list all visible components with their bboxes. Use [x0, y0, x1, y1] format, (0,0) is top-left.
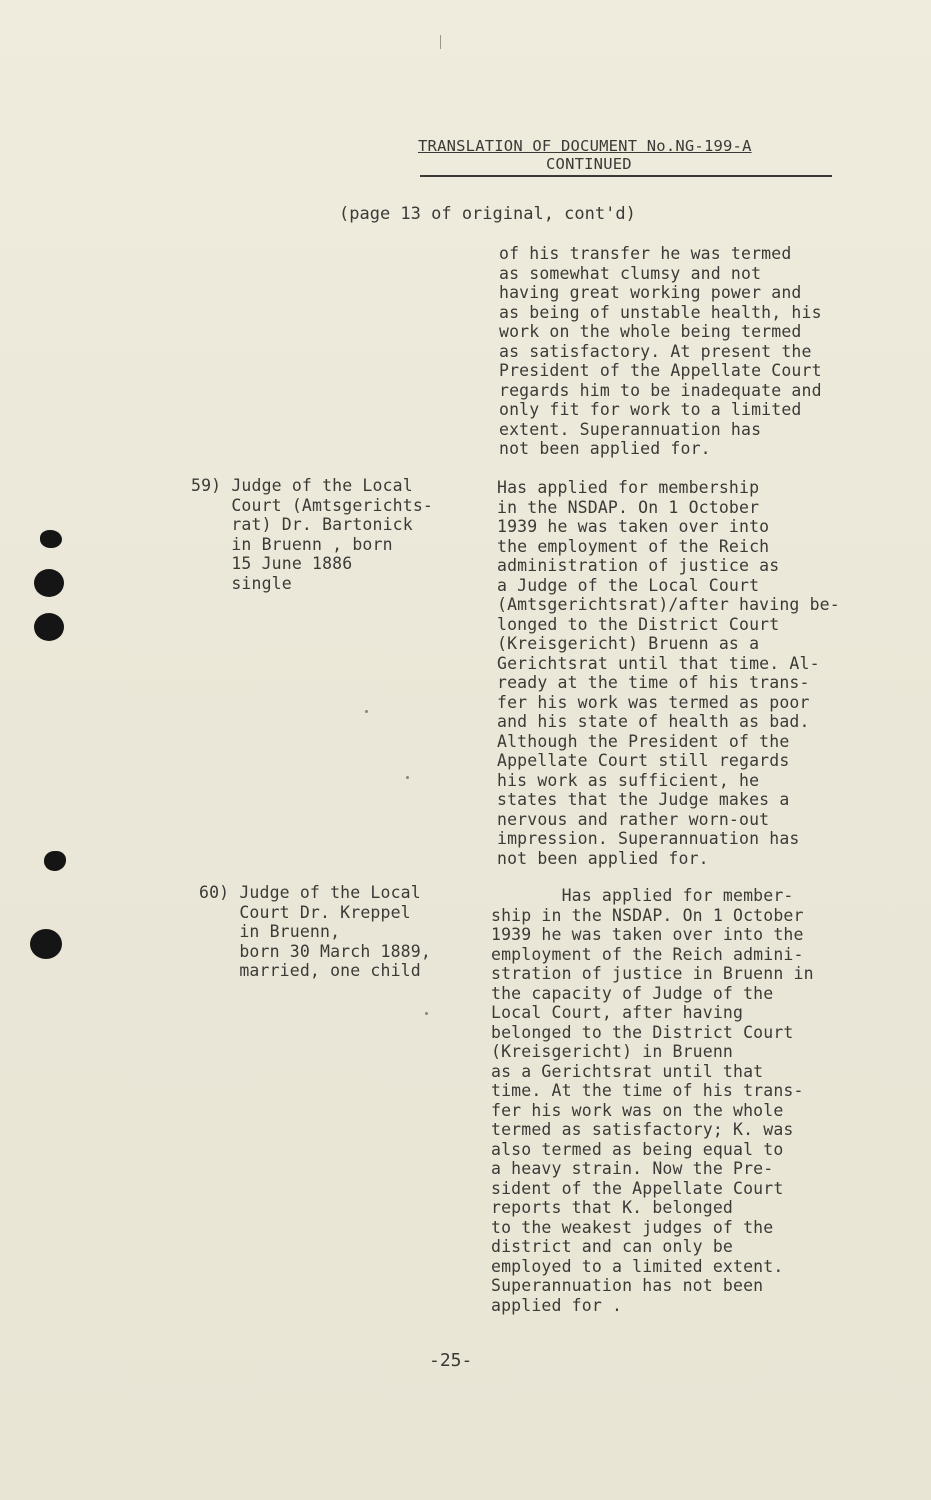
entry-60-text: Has applied for member- ship in the NSDAP. On 1 October 1939 he was taken over into the employment of the Reich admini- stration of justice in Bruenn in the capacity of Judge of the Local Court, after having belonged to the District Court (Kreisgericht) in Bruenn as a Gerichtsrat until that time. At the time of his trans- fer his work was on the whole termed as satisfactory; K. was also termed as being equal to a heavy strain. Now the Pre- sident of the Appellate Court reports that K. belonged to the weakest judges of the district and can only be employed to a limited extent. Superannuation has not been applied for . — [491, 886, 814, 1315]
entry-60-label: 60) Judge of the Local Court Dr. Kreppel in Bruenn, born 30 March 1889, married, one child — [199, 883, 431, 980]
punch-hole — [44, 851, 66, 871]
page-number: -25- — [429, 1350, 473, 1371]
paper-mark — [440, 35, 441, 49]
carryover-paragraph: of his transfer he was termed as somewhat clumsy and not having great working power and as being of unstable health, his work on the whole being termed as satisfactory. At present the President of the Appellate Court regards him to be inadequate and only fit for work to a limited extent. Superannuation has not been applied for. — [499, 244, 822, 458]
document-header — [418, 137, 830, 173]
punch-hole — [40, 530, 62, 548]
header-continued: CONTINUED — [546, 155, 632, 173]
header-rule — [420, 175, 832, 177]
page-reference: (page 13 of original, cont'd) — [339, 204, 636, 224]
entry-59-text: Has applied for membership in the NSDAP. On 1 October 1939 he was taken over into the employment of the Reich administration of justice as a Judge of the Local Court (Amtsgerichtsrat)/after having be- longed to the District Court (Kreisgericht) Bruenn as a Gerichtsrat until that time. Al- ready at the time of his trans- fer his work was termed as poor and his state of health as bad. Although the President of the Appellate Court still regards his work as sufficient, he states that the Judge makes a nervous and rather worn-out impression. Superannuation has not been applied for. — [497, 478, 840, 868]
entry-59-label: 59) Judge of the Local Court (Amtsgerichts- rat) Dr. Bartonick in Bruenn , born 15 June 1886 single — [191, 476, 434, 593]
header-title: TRANSLATION OF DOCUMENT No.NG-199-A — [418, 137, 752, 155]
paper-speck — [406, 776, 409, 779]
punch-hole — [34, 569, 64, 597]
punch-hole — [30, 929, 62, 959]
punch-hole — [34, 613, 64, 641]
paper-speck — [365, 710, 368, 713]
paper-speck — [425, 1012, 428, 1015]
